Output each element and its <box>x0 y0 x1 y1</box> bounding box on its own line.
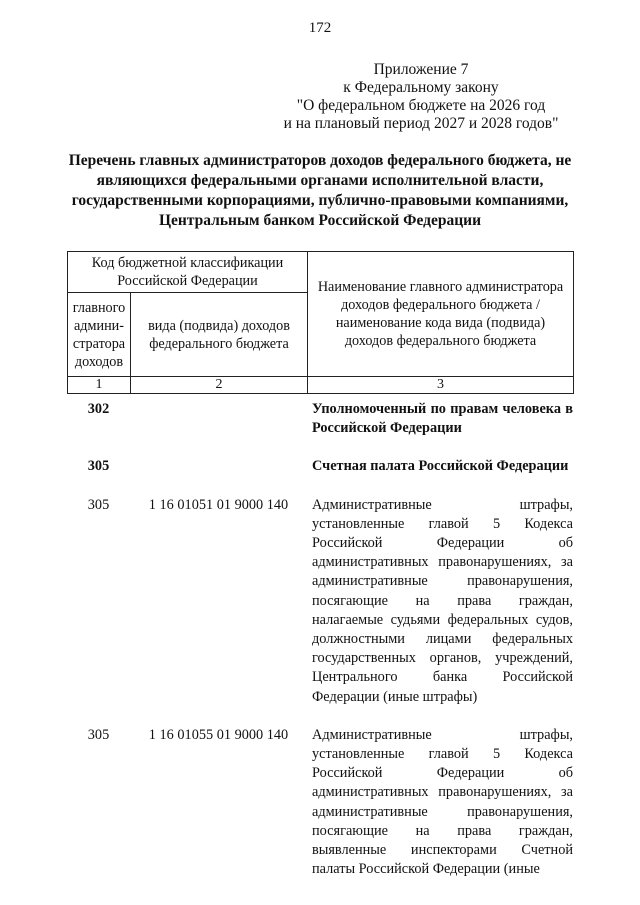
admin-code-cell: 305 <box>87 496 110 513</box>
column-number-1: 1 <box>68 377 131 394</box>
header-name-column: Наименование главного администратора доходов федерального бюджета / наименование кода вида (подвида) доходов федерального бюджета <box>308 252 574 377</box>
title-line-1: Перечень главных администраторов доходов федерального бюджета, не <box>68 152 572 169</box>
table-row <box>67 457 573 476</box>
header-income-code-column: вида (подвида) доходов федерального бюджета <box>131 293 308 377</box>
table-header <box>67 251 574 394</box>
appendix-line-4: и на плановый период 2027 и 2028 годов" <box>283 115 559 132</box>
admin-code-cell: 302 <box>87 401 110 417</box>
column-number-3: 3 <box>308 377 574 394</box>
table-row <box>67 726 573 880</box>
admin-code-cell: 305 <box>87 458 110 475</box>
title-line-3: государственными корпорациями, публично-правовыми компаниями, <box>71 192 569 209</box>
name-cell: Административные штрафы, установленные главой 5 Кодекса Российской Федерации об административных правонарушениях, за административные правонарушения, посягающие на права граждан, налагаемые судьями федеральных судов, должностными лицами федеральных государственных органов, учреждений, Центрального банка Российской Федерации (иные штрафы) <box>312 496 573 705</box>
name-cell: Уполномоченный по правам человека в Российской Федерации <box>312 401 573 437</box>
header-budget-classification-code: Код бюджетной классификации Российской Федерации <box>68 252 308 293</box>
income-code-cell: 1 16 01055 01 9000 140 <box>148 726 289 743</box>
appendix-line-3: "О федеральном бюджете на 2026 год <box>296 97 546 114</box>
name-cell: Административные штрафы, установленные главой 5 Кодекса Российской Федерации об административных правонарушениях, за административные правонарушения, посягающие на права граждан, выявленные инспекторами Счетной палаты Российской Федерации (иные <box>312 726 573 878</box>
appendix-line-1: Приложение 7 <box>373 61 469 78</box>
table-body <box>67 400 573 898</box>
column-number-2: 2 <box>131 377 308 394</box>
header-admin-code-column: главного админи-стратора доходов <box>68 293 131 377</box>
page-number: 172 <box>308 20 332 36</box>
document-title <box>60 151 580 231</box>
title-line-4: Центральным банком Российской Федерации <box>158 212 482 229</box>
appendix-reference <box>276 61 566 133</box>
title-line-2: являющихся федеральными органами исполнительной власти, <box>96 172 544 189</box>
name-cell: Счетная палата Российской Федерации <box>312 458 569 475</box>
admin-code-cell: 305 <box>87 726 110 743</box>
appendix-line-2: к Федеральному закону <box>343 79 499 96</box>
table-row <box>67 400 573 438</box>
table-row <box>67 496 573 707</box>
income-code-cell: 1 16 01051 01 9000 140 <box>148 496 289 513</box>
